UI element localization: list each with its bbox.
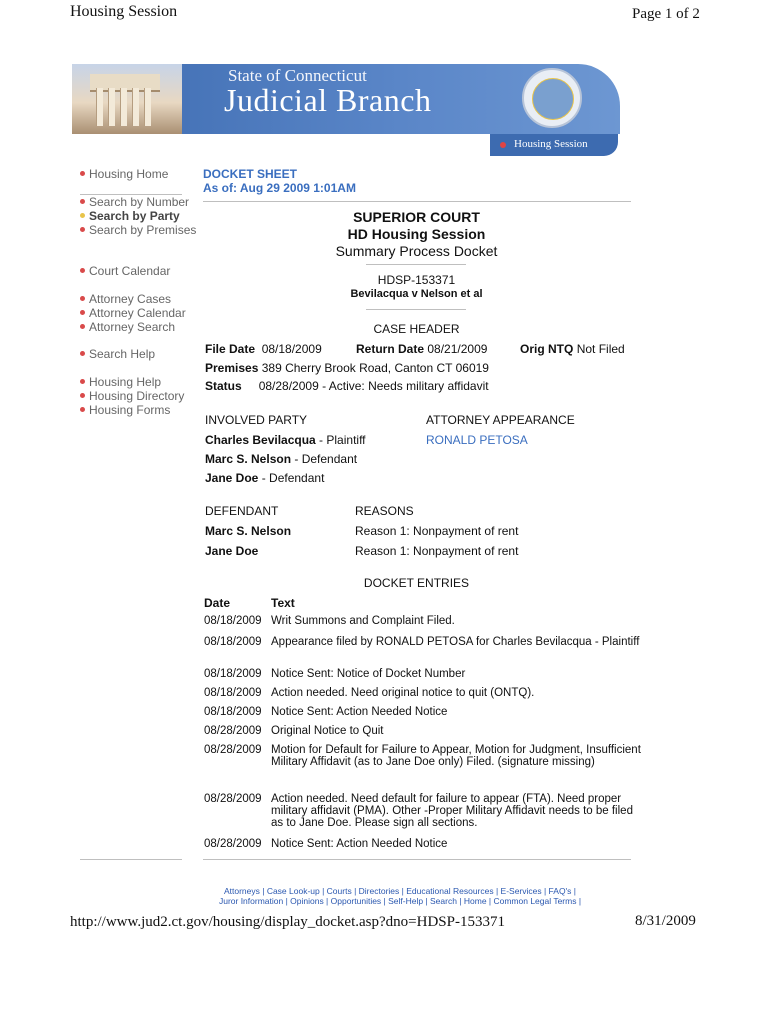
defendant-header: DEFENDANT [205,504,279,518]
sidebar-item-label: Court Calendar [89,264,171,278]
courthouse-column [144,88,151,126]
party-role: - Defendant [291,452,358,466]
entry-date: 08/18/2009 [204,706,262,718]
bullet-icon [80,393,85,398]
sidebar-item-label: Housing Directory [89,389,185,403]
entry-date: 08/28/2009 [204,793,262,805]
party-name: Jane Doe [205,471,259,485]
sidebar-item-label: Attorney Search [89,320,176,334]
housing-session-tab[interactable] [490,134,618,156]
sidebar-item-search-by-party[interactable] [80,209,180,223]
docket-as-of: As of: Aug 29 2009 1:01AM [203,181,356,195]
return-date-row [356,342,487,356]
session-name: HD Housing Session [347,226,486,242]
premises-value: 389 Cherry Brook Road, Canton CT 06019 [261,361,489,375]
bullet-icon [80,213,85,218]
file-date-label: File Date [205,342,256,356]
sidebar-item-label: Attorney Cases [89,292,172,306]
print-header-title: Housing Session [70,3,178,20]
party-role: - Plaintiff [315,433,366,447]
bullet-icon [80,379,85,384]
bullet-icon [80,227,85,232]
sidebar-item-label: Attorney Calendar [89,306,186,320]
bullet-icon [80,296,85,301]
entry-text: Action needed. Need default for failure to appear (FTA). Need proper military affidavit (PMA). Other -Proper Military Affidavit needs to be filed as to Jane Doe. Please sign all sections. [271,793,633,829]
orig-ntq-label: Orig NTQ [520,342,574,356]
status-row [205,379,489,393]
entry-date: 08/28/2009 [204,725,262,737]
entry-date: 08/18/2009 [204,636,262,648]
entries-date-column-header: Date [204,596,231,610]
sidebar-item-label: Housing Help [89,375,162,389]
sidebar-item-label: Search by Premises [89,223,197,237]
defendant-name: Jane Doe [205,544,259,558]
party-row [205,452,357,466]
premises-label: Premises [205,361,259,375]
orig-ntq-value: Not Filed [576,342,625,356]
courthouse-column [120,88,127,126]
docket-header-divider [203,201,631,202]
bullet-icon [80,171,85,176]
sidebar-item-attorney-cases[interactable] [80,292,171,306]
sidebar-item-label: Search by Party [89,209,180,223]
sidebar-item-label: Search by Number [89,195,190,209]
bullet-icon [80,310,85,315]
docket-type: Summary Process Docket [335,243,498,259]
sidebar-item-housing-directory[interactable] [80,389,184,403]
entry-text: Notice Sent: Action Needed Notice [271,706,448,718]
content-bottom-divider [203,859,631,860]
status-label: Status [205,379,242,393]
entry-text: Appearance filed by RONALD PETOSA for Charles Bevilacqua - Plaintiff [271,636,640,648]
entries-text-column-header: Text [271,596,295,610]
case-name: Bevilacqua v Nelson et al [350,288,483,300]
defendant-reason: Reason 1: Nonpayment of rent [355,524,519,538]
sidebar-item-housing-help[interactable] [80,375,161,389]
docket-number: HDSP-153371 [377,273,456,287]
party-name: Charles Bevilacqua [205,433,316,447]
print-date: 8/31/2009 [635,913,696,929]
premises-row [205,361,489,375]
file-date-value: 08/18/2009 [261,342,322,356]
footer-links-line[interactable]: Attorneys | Case Look-up | Courts | Directories | Educational Resources | E-Services | FAQ's | [223,886,577,896]
attorney-link[interactable]: RONALD PETOSA [426,433,528,447]
party-role: - Defendant [258,471,325,485]
entry-text: Notice Sent: Notice of Docket Number [271,668,466,680]
sidebar-item-search-by-premises[interactable] [80,223,196,237]
sidebar-item-label: Housing Forms [89,403,171,417]
bullet-icon [80,407,85,412]
footer-links[interactable] [150,886,650,906]
orig-ntq-row [520,342,625,356]
sidebar-item-attorney-calendar[interactable] [80,306,186,320]
sidebar-bottom-divider [80,859,182,860]
involved-party-header: INVOLVED PARTY [205,413,308,427]
sidebar-item-housing-forms[interactable] [80,403,170,417]
sidebar-item-label: Housing Home [89,167,169,181]
reasons-header: REASONS [355,504,414,518]
entry-text: Original Notice to Quit [271,725,384,737]
judicial-branch-banner [72,64,620,156]
title-divider [366,264,466,265]
bullet-icon [80,268,85,273]
defendant-reason: Reason 1: Nonpayment of rent [355,544,519,558]
sidebar-item-label: Search Help [89,347,156,361]
status-value: 08/28/2009 - Active: Needs military affidavit [258,379,489,393]
court-name: SUPERIOR COURT [353,209,480,225]
banner-state-label: State of Connecticut [228,66,367,85]
entry-date: 08/28/2009 [204,744,262,756]
courthouse-column [132,88,139,126]
party-name: Marc S. Nelson [205,452,292,466]
courthouse-column [108,88,115,126]
entry-date: 08/18/2009 [204,615,262,627]
entry-date: 08/28/2009 [204,838,262,850]
housing-session-tab-label: Housing Session [514,138,588,150]
bullet-icon [500,142,506,148]
bullet-icon [80,351,85,356]
docket-entries-header: DOCKET ENTRIES [363,576,470,590]
courthouse-column [96,88,103,126]
state-seal-icon [522,68,582,128]
defendant-name: Marc S. Nelson [205,524,292,538]
case-header-label: CASE HEADER [373,322,460,336]
sidebar-item-search-help[interactable] [80,347,155,361]
party-row [205,471,324,485]
party-row [205,433,366,447]
bullet-icon [80,324,85,329]
courthouse-image [72,64,182,134]
entry-text: Action needed. Need original notice to quit (ONTQ). [271,687,535,699]
attorney-appearance-header: ATTORNEY APPEARANCE [426,413,575,427]
print-url: http://www.jud2.ct.gov/housing/display_docket.asp?dno=HDSP-153371 [70,914,505,930]
sidebar-divider [80,194,182,195]
banner-title: Judicial Branch [224,82,432,118]
entry-text: Motion for Default for Failure to Appear, Motion for Judgment, Insufficient Military Affidavit (as to Jane Doe only) Filed. (signature missing) [271,744,641,768]
sidebar-item-court-calendar[interactable] [80,264,170,278]
print-page-number: Page 1 of 2 [632,6,700,22]
bullet-icon [80,199,85,204]
return-date-label: Return Date [356,342,425,356]
sidebar-item-attorney-search[interactable] [80,320,175,334]
footer-links-line[interactable]: Juror Information | Opinions | Opportunities | Self-Help | Search | Home | Common Legal Terms | [218,896,582,906]
entry-date: 08/18/2009 [204,668,262,680]
file-date-row [205,342,322,356]
return-date-value: 08/21/2009 [427,342,488,356]
sidebar-item-housing-home[interactable] [80,167,168,181]
docket-sheet-title: DOCKET SHEET [203,167,298,181]
entry-text: Writ Summons and Complaint Filed. [271,615,455,627]
case-divider [366,309,466,310]
entry-text: Notice Sent: Action Needed Notice [271,838,448,850]
entry-date: 08/18/2009 [204,687,262,699]
sidebar-item-search-by-number[interactable] [80,195,189,209]
